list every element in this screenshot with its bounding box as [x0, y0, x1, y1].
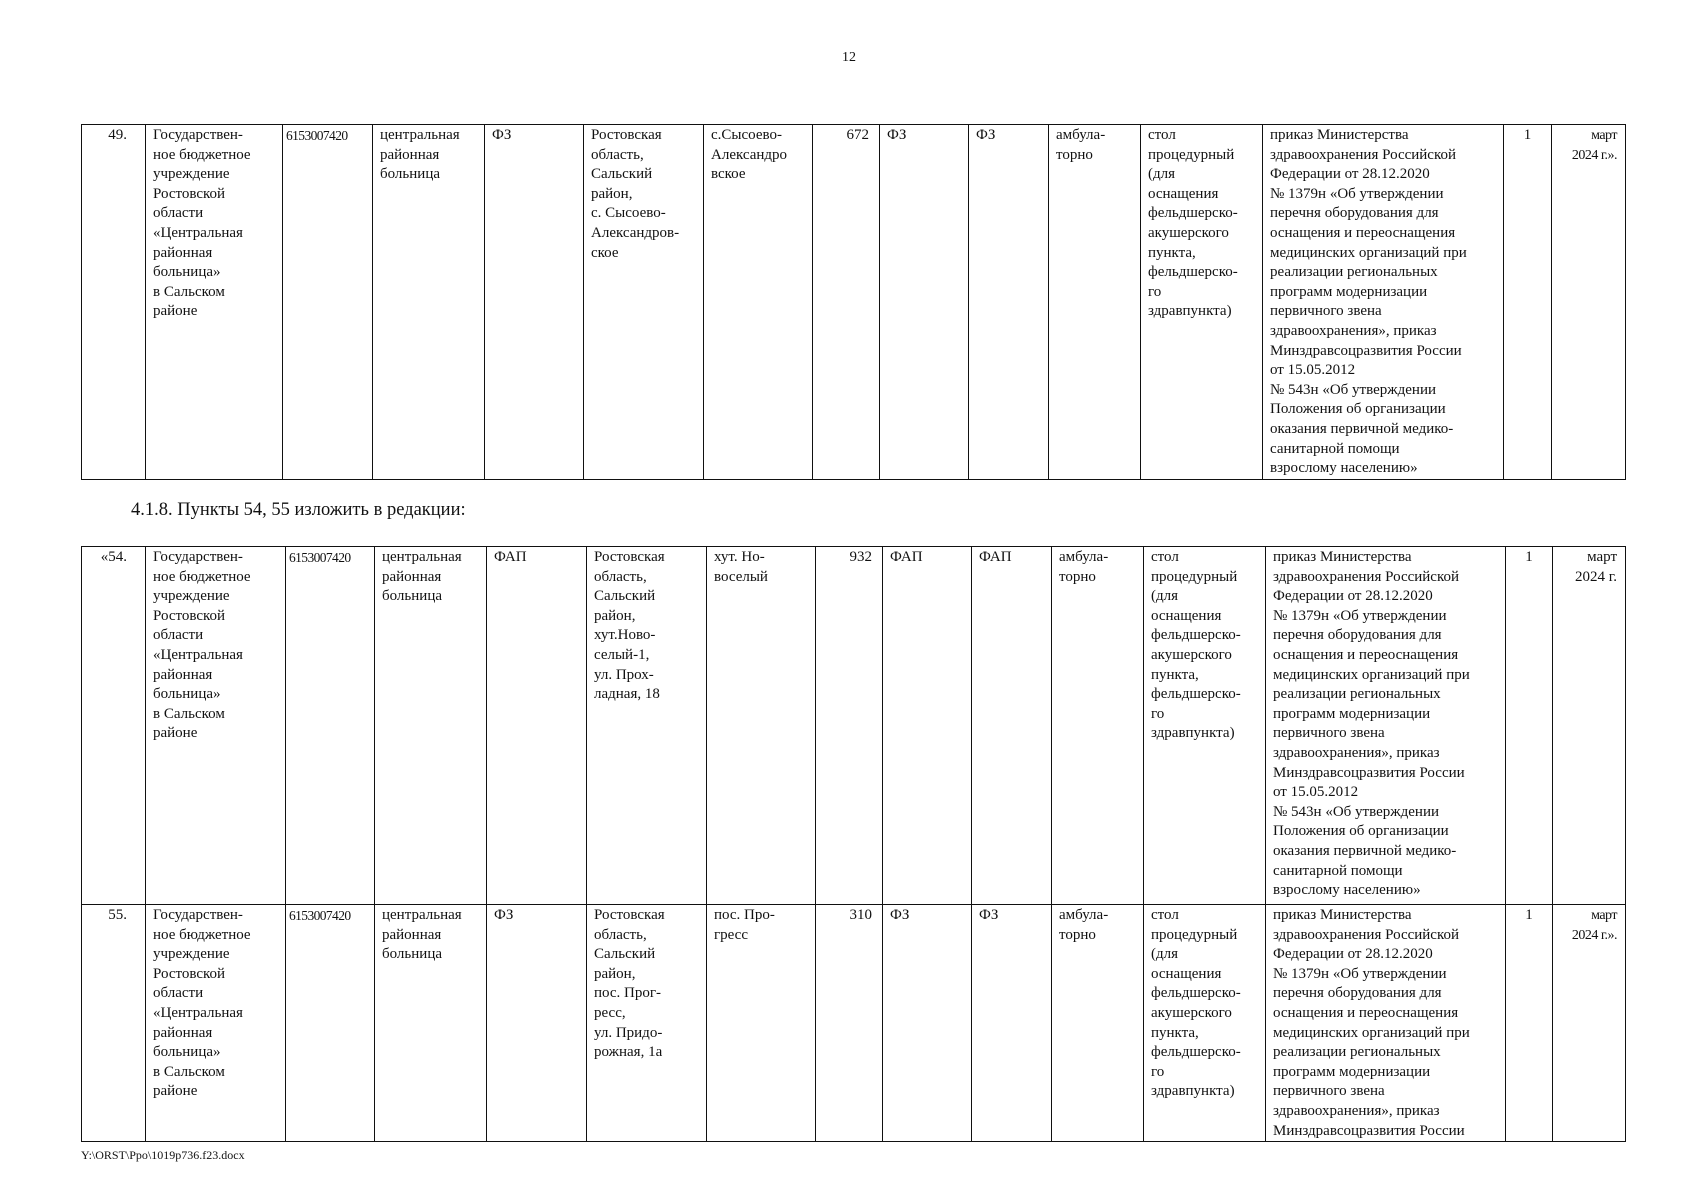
section-heading: 4.1.8. Пункты 54, 55 изложить в редакции: [131, 500, 466, 520]
inn-cell: 6153007420 [286, 905, 375, 1142]
unit-type-cell: ФАП [883, 547, 972, 905]
basis-cell: приказ Министерства здравоохранения Российской Федерации от 28.12.2020 № 1379н «Об утверждении перечня оборудования для оснащения и переоснащения медицинских организаций при реализации региональных программ модернизации первичного звена здравоохранения», приказ Минздравсоцразвития России от 15.05.2012 № 543н «Об утверждении Положения об организации оказания первичной медико- санитарной помощи взрослому населению» [1266, 547, 1506, 905]
organization-cell: Государствен- ное бюджетное учреждение Ростовской области «Центральная районная больница» в Сальском районе [146, 905, 286, 1142]
row-number: 55. [82, 905, 146, 1142]
address-cell: Ростовская область, Сальский район, хут.Ново- селый-1, ул. Прох- ладная, 18 [587, 547, 707, 905]
table-row [82, 905, 1626, 1142]
equipment-table-2 [81, 546, 1626, 1142]
unit-type-target-cell: ФЗ [972, 905, 1052, 1142]
unit-type-target-cell: ФЗ [969, 125, 1049, 480]
address-cell: Ростовская область, Сальский район, пос. Прог- ресс, ул. Придо- рожная, 1а [587, 905, 707, 1142]
care-form-cell: амбула- торно [1052, 905, 1144, 1142]
unit-type-target-cell: ФАП [972, 547, 1052, 905]
equipment-cell: стол процедурный (для оснащения фельдшерско- акушерского пункта, фельдшерско- го здравпункта) [1141, 125, 1263, 480]
row-number: «54. [82, 547, 146, 905]
equipment-cell: стол процедурный (для оснащения фельдшерско- акушерского пункта, фельдшерско- го здравпункта) [1144, 905, 1266, 1142]
org-type-cell: центральная районная больница [373, 125, 485, 480]
footer-file-path: Y:\ORST\Ppo\1019p736.f23.docx [81, 1148, 245, 1162]
row-number: 49. [82, 125, 146, 480]
date-cell: март 2024 г.». [1552, 125, 1626, 480]
locality-cell: пос. Про- гресс [707, 905, 816, 1142]
population-cell: 310 [816, 905, 883, 1142]
org-type-cell: центральная районная больница [375, 547, 487, 905]
inn-cell: 6153007420 [283, 125, 373, 480]
date-cell: март 2024 г.». [1553, 905, 1626, 1142]
page-number: 12 [842, 50, 856, 65]
equipment-table-1 [81, 124, 1626, 480]
unit-cell: ФАП [487, 547, 587, 905]
table-row [82, 125, 1626, 480]
locality-cell: хут. Но- воселый [707, 547, 816, 905]
locality-cell: с.Сысоево- Александро вское [704, 125, 813, 480]
unit-type-cell: ФЗ [880, 125, 969, 480]
inn-cell: 6153007420 [286, 547, 375, 905]
quantity-cell: 1 [1506, 905, 1553, 1142]
population-cell: 672 [813, 125, 880, 480]
organization-cell: Государствен- ное бюджетное учреждение Ростовской области «Центральная районная больница» в Сальском районе [146, 125, 283, 480]
basis-cell: приказ Министерства здравоохранения Российской Федерации от 28.12.2020 № 1379н «Об утверждении перечня оборудования для оснащения и переоснащения медицинских организаций при реализации региональных программ модернизации первичного звена здравоохранения», приказ Минздравсоцразвития России от 15.05.2012 № 543н «Об утверждении Положения об организации оказания первичной медико- санитарной помощи взрослому населению» [1263, 125, 1504, 480]
quantity-cell: 1 [1504, 125, 1552, 480]
basis-cell: приказ Министерства здравоохранения Российской Федерации от 28.12.2020 № 1379н «Об утверждении перечня оборудования для оснащения и переоснащения медицинских организаций при реализации региональных программ модернизации первичного звена здравоохранения», приказ Минздравсоцразвития России [1266, 905, 1506, 1142]
date-cell: март 2024 г. [1553, 547, 1626, 905]
care-form-cell: амбула- торно [1049, 125, 1141, 480]
equipment-cell: стол процедурный (для оснащения фельдшерско- акушерского пункта, фельдшерско- го здравпункта) [1144, 547, 1266, 905]
organization-cell: Государствен- ное бюджетное учреждение Ростовской области «Центральная районная больница» в Сальском районе [146, 547, 286, 905]
org-type-cell: центральная районная больница [375, 905, 487, 1142]
address-cell: Ростовская область, Сальский район, с. Сысоево- Александров- ское [584, 125, 704, 480]
table-row [82, 547, 1626, 905]
care-form-cell: амбула- торно [1052, 547, 1144, 905]
unit-cell: ФЗ [487, 905, 587, 1142]
unit-type-cell: ФЗ [883, 905, 972, 1142]
unit-cell: ФЗ [485, 125, 584, 480]
population-cell: 932 [816, 547, 883, 905]
quantity-cell: 1 [1506, 547, 1553, 905]
